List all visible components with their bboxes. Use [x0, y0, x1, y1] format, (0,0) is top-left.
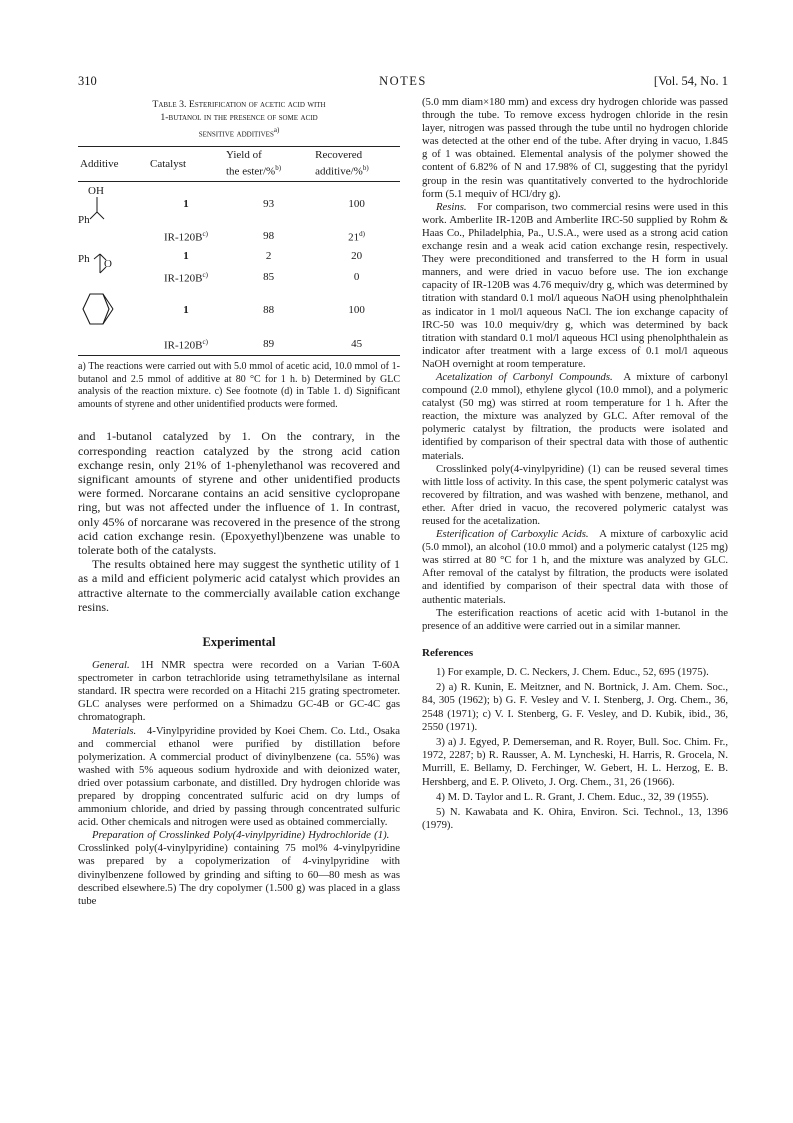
norcarane-structure — [78, 287, 148, 333]
table-row — [78, 333, 400, 355]
caption-line-1: Table 3. Esterification of acetic acid with — [152, 99, 326, 110]
table-row — [78, 181, 400, 227]
right-column — [422, 96, 728, 832]
catalyst-cell: 1 — [183, 249, 189, 262]
yield-cell: 85 — [263, 270, 275, 283]
yield-cell: 89 — [224, 333, 313, 355]
materials-paragraph — [78, 725, 400, 830]
col-recovered — [313, 147, 400, 182]
oh-label: OH — [88, 184, 104, 197]
yield-cell: 2 — [265, 249, 272, 262]
catalyst-sup: c) — [202, 337, 208, 346]
catalyst-cell: IR-120B — [164, 339, 203, 352]
recovered-cell: 20 — [351, 249, 363, 262]
col-catalyst: Catalyst — [148, 147, 224, 182]
table-row — [78, 245, 400, 267]
resins-paragraph — [422, 201, 728, 371]
reference-item: 5) N. Kawabata and K. Ohira, Environ. Sci. Technol., 13, 1396 (1979). — [422, 805, 728, 832]
section-title: NOTES — [379, 74, 427, 88]
reference-item: 2) a) R. Kunin, E. Meitzner, and N. Bortnick, J. Am. Chem. Soc., 84, 305 (1962); b) G. F. Vesley and V. I. Stenberg, J. Org. Chem., 36, 2548 (1971); c) V. I. Stenberg, G. F. Vesley, and D. Kubik, ibid., 36, 2550 (1971). — [422, 681, 728, 733]
recovered-sup: d) — [359, 230, 365, 239]
esterification-label: Esterification of Carboxylic Acids. — [436, 528, 589, 541]
preparation-text: Crosslinked poly(4-vinylpyridine) containing 75 mol% 4-vinylpyridine was prepared by a copolymerization of 4-vinylpyridine with divinylbenzene followed by grinding and sifting to 60—80 mesh as was described elsewhere.5) The dry copolymer (1.500 g) was placed in a glass tube — [78, 842, 400, 907]
table-footnotes: a) The reactions were carried out with 5.0 mmol of acetic acid, 10.0 mmol of 1-butanol and 2.5 mmol of additive at 80 °C for 1 h. b) Determined by GLC analysis of the reaction mixture. c) See footnote (d) in Table 1. d) Significant amounts of styrene and other unidentified products were formed. — [78, 360, 400, 410]
phenylethanol-structure — [78, 181, 148, 227]
catalyst-sup: c) — [202, 230, 208, 239]
col-yield-line1: Yield of — [226, 149, 262, 162]
ph-label: Ph — [78, 213, 90, 226]
catalyst-sup: c) — [202, 271, 208, 280]
esterification-text: A mixture of carboxylic acid (5.0 mmol), an alcohol (10.0 mmol) and a polymeric catalyst (125 mg) was stirred at 80 °C for 1 h, and the mixture was analyzed by GLC. After removal of the catalyst by filtration, the products were isolated and identified by comparison of their spectral data with those of authentic materials. — [422, 528, 728, 606]
reuse-paragraph: Crosslinked poly(4-vinylpyridine) (1) can be reused several times with little loss of activity. In this case, the spent polymeric catalyst was recovered by filtration, and was washed with benzene, methanol, and ether. After dried in vacuo, the recovered polymeric catalyst was reused for the acetalization. — [422, 462, 728, 527]
general-label: General. — [92, 659, 130, 672]
running-header — [78, 74, 728, 90]
general-text: 1H NMR spectra were recorded on a Varian T-60A spectrometer in carbon tetrachloride using tetramethylsilane as internal standard. IR spectra were recorded on a Hitachi 215 grating spectrometer. GLC analyses were performed on a Shimadzu GC-4B or GC-4C gas chromatograph. — [78, 659, 400, 724]
col-recovered-line2: additive/% — [315, 165, 363, 178]
caption-line-3: sensitive additives — [198, 128, 274, 140]
catalyst-cell: IR-120B — [164, 272, 203, 285]
yield-cell: 93 — [263, 198, 275, 211]
col-recovered-line1: Recovered — [315, 149, 363, 162]
catalyst-cell: IR-120B — [164, 231, 203, 244]
reference-item: 1) For example, D. C. Neckers, J. Chem. Educ., 52, 695 (1975). — [436, 665, 709, 678]
acetalization-paragraph — [422, 371, 728, 463]
volume-info: [Vol. 54, No. 1 — [653, 74, 728, 88]
preparation-paragraph — [78, 829, 400, 908]
preparation-label: Preparation of Crosslinked Poly(4-vinylpyridine) Hydrochloride (1). — [92, 829, 390, 842]
experimental-heading: Experimental — [202, 634, 276, 649]
catalyst-cell: 1 — [183, 303, 189, 316]
page-number: 310 — [78, 74, 97, 88]
reference-item: 4) M. D. Taylor and L. R. Grant, J. Chem. Educ., 32, 39 (1955). — [436, 790, 709, 803]
references-heading: References — [422, 646, 474, 659]
table-header-row — [78, 147, 400, 182]
table-row — [78, 227, 400, 245]
epoxide-o-label: O — [104, 258, 112, 271]
recovered-cell: 100 — [348, 303, 365, 316]
general-paragraph — [78, 659, 400, 724]
reference-item: 3) a) J. Egyed, P. Demerseman, and R. Royer, Bull. Soc. Chim. Fr., 1972, 2287; b) R. Rausser, A. M. Lyncheski, H. Harris, R. Grocela, N. Murrill, E. Bellamy, D. Ferchinger, W. Gebert, H. L. Herzog, E. B. Hershberg, and E. P. Oliveto, J. Org. Chem., 31, 26 (1966). — [422, 735, 728, 788]
recovered-cell: 21 — [348, 231, 360, 244]
epoxyethylbenzene-structure — [78, 245, 148, 287]
caption-sup: a) — [273, 126, 280, 134]
esterification-paragraph-2: The esterification reactions of acetic acid with 1-butanol in the presence of an additive were carried out in a similar manner. — [422, 606, 728, 632]
col-yield-sup: b) — [275, 164, 282, 173]
resins-label: Resins. — [436, 200, 467, 213]
esterification-paragraph — [422, 528, 728, 607]
acetalization-label: Acetalization of Carbonyl Compounds. — [436, 370, 613, 383]
caption-line-2: 1-butanol in the presence of some acid — [160, 112, 318, 123]
recovered-cell: 100 — [348, 198, 365, 211]
table-row — [78, 287, 400, 333]
table-caption — [88, 98, 390, 140]
body-paragraph: (5.0 mm diam×180 mm) and excess dry hydrogen chloride was passed through the tube. To remove excess hydrogen chloride in the resin layer, nitrogen was passed through the tube until no hydrogen chloride was detected at the other end of the tube. After drying in vacuo, 1.845 g of 1 was obtained. Elemental analysis of the polymer showed the content of 6.82% of N and 17.98% of Cl, suggesting that the pyridyl group in the resin was quantitatively converted to the hydrochloride form (5.1 mequiv of HCl/dry g). — [422, 96, 728, 200]
resins-text: For comparison, two commercial resins were used in this work. Amberlite IR-120B and Amberlite IRC-50 supplied by Rohm & Haas Co., Philadelphia, Pa., U.S.A., were used as a strong acid cation exchange resin and a weak acid cation exchange resin, respectively. They were preconditioned and transferred to the H form in usual manners, and were dried in vacuo before use. The ion exchange capacity of IR-120B was 4.76 mequiv/dry g, which was determined by titration with standard 0.1 mol/l aqueous NaOH using phenolphthalein as indicator in 1 mol/l aqueous NaCl. The ion exchange capacity of IRC-50 was 10.0 mequiv/dry g, which was determined by back titration with standard 0.1 mol/l aqueous HCl using phenolphthalein as indicator after treatment with a large excess of 0.1 mol/l aqueous NaOH overnight at room temperature. — [422, 200, 728, 370]
col-additive: Additive — [78, 147, 148, 182]
acetalization-text: A mixture of carbonyl compound (2.0 mmol), ethylene glycol (10.0 mmol), and a polymeric catalyst (50 mg) was stirred at room temperature for 1 h. After the reaction, the mixture was analyzed by GLC. After removal of the polymeric catalyst by filtration, the products were isolated and identified by comparison of their spectral data with those of authentic materials. — [422, 370, 728, 462]
materials-text: 4-Vinylpyridine provided by Koei Chem. Co. Ltd., Osaka and commercial ethanol were purified by distillation before polymerization. A commercial product of divinylbenzene (ca. 55%) was washed with 5% aqueous sodium hydroxide and with deionized water, dried over potassium carbonate, and distilled. Dry hydrogen chloride was prepared by dropping concentrated sulfuric acid on dry lumps of ammonium chloride, and dried by passing through concentrated sulfuric acid. Other chemicals and nitrogen were used as obtained commercially. — [78, 724, 400, 829]
left-column — [78, 96, 400, 908]
materials-label: Materials. — [92, 724, 137, 737]
table-3 — [78, 146, 400, 356]
col-recovered-sup: b) — [362, 164, 369, 173]
recovered-cell: 45 — [313, 333, 400, 355]
ph-label: Ph — [78, 253, 90, 266]
recovered-cell: 0 — [353, 270, 360, 283]
col-yield-line2: the ester/% — [226, 165, 276, 178]
yield-cell: 98 — [263, 229, 275, 242]
yield-cell: 88 — [263, 303, 275, 316]
body-paragraph: The results obtained here may suggest the synthetic utility of 1 as a mild and efficient polymeric acid catalyst which provides an attractive alternate to the commercially available cation exchange resins. — [78, 557, 400, 614]
catalyst-cell: 1 — [183, 198, 189, 211]
body-paragraph: and 1-butanol catalyzed by 1. On the contrary, in the corresponding reaction catalyzed by the strong acid cation exchange resin, only 21% of 1-phenylethanol was recovered and significant amounts of styrene and other unidentified products were formed. Norcarane contains an acid sensitive cyclopropane ring, but was not affected under the influence of 1. In contrast, only 45% of norcarane was recovered in the presence of the strong acid cation exchange resin. (Epoxyethyl)benzene was unable to tolerate both of the catalysts. — [78, 429, 400, 557]
col-yield — [224, 147, 313, 182]
